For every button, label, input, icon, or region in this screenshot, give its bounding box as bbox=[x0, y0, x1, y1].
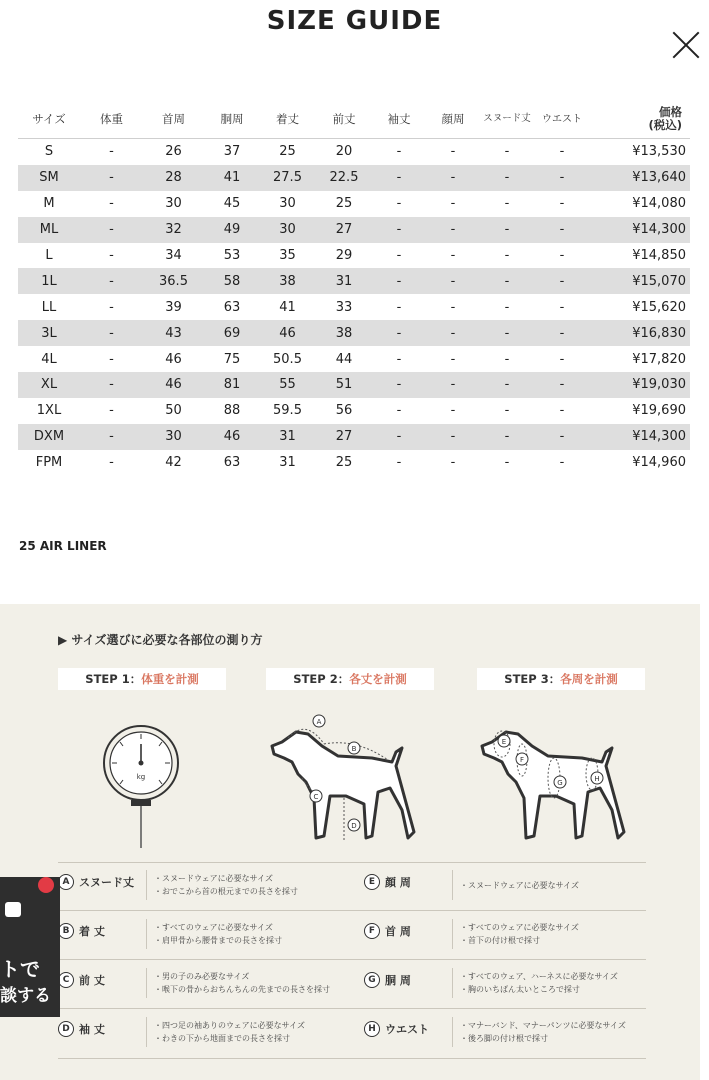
table-cell: 30 bbox=[165, 196, 182, 212]
marker-c-icon bbox=[310, 790, 322, 802]
size-label-cell: LL bbox=[41, 299, 57, 315]
table-cell: 46 bbox=[143, 372, 204, 398]
legend-label bbox=[58, 874, 134, 890]
marker-b-icon bbox=[348, 742, 360, 754]
svg-text:B: B bbox=[351, 745, 357, 753]
price-cell: ¥13,640 bbox=[591, 165, 690, 191]
table-cell: - bbox=[80, 424, 143, 450]
legend-label-text: 胴 周 bbox=[385, 974, 411, 987]
size-table bbox=[18, 100, 690, 476]
table-cell: 35 bbox=[279, 248, 296, 263]
table-cell: 44 bbox=[335, 351, 353, 367]
size-label-cell: XL bbox=[18, 372, 80, 398]
table-row bbox=[18, 217, 690, 243]
header-length: 着丈 bbox=[260, 100, 315, 139]
table-cell: - bbox=[373, 372, 425, 398]
size-label-cell: L bbox=[45, 248, 53, 263]
marker-d-icon bbox=[348, 819, 360, 831]
table-cell: - bbox=[559, 403, 565, 419]
legend-letter-icon: E bbox=[364, 874, 380, 890]
legend-separator bbox=[452, 1017, 453, 1047]
step-3-prefix: STEP 3： bbox=[504, 672, 561, 686]
table-cell: - bbox=[533, 424, 591, 450]
measurement-guide bbox=[0, 604, 700, 1080]
table-row bbox=[18, 398, 690, 424]
header-neck: 首周 bbox=[143, 100, 204, 139]
step-2-prefix: STEP 2： bbox=[293, 672, 350, 686]
table-cell: - bbox=[396, 403, 402, 419]
table-cell: 25 bbox=[335, 455, 353, 471]
marker-e-icon bbox=[498, 735, 510, 747]
svg-text:C: C bbox=[313, 793, 319, 801]
table-cell: - bbox=[373, 320, 425, 346]
table-cell: - bbox=[396, 299, 402, 315]
legend-letter-icon: B bbox=[58, 923, 74, 939]
legend-item bbox=[58, 862, 352, 910]
table-cell: 41 bbox=[279, 299, 296, 315]
table-cell: 81 bbox=[204, 372, 260, 398]
svg-text:D: D bbox=[351, 822, 357, 830]
table-cell: - bbox=[80, 320, 143, 346]
table-cell: 46 bbox=[165, 351, 182, 367]
table-cell: 41 bbox=[204, 165, 260, 191]
legend-description-line: ・喉下の骨からおちんちんの先までの長さを採寸 bbox=[154, 985, 330, 994]
product-name: 25 AIR LINER bbox=[19, 539, 107, 553]
svg-text:F: F bbox=[519, 756, 525, 764]
table-cell: 55 bbox=[260, 372, 315, 398]
table-cell: - bbox=[559, 144, 565, 160]
guide-title: ▶ サイズ選びに必要な各部位の測り方 bbox=[58, 633, 263, 647]
price-cell: ¥14,960 bbox=[632, 455, 686, 471]
table-cell: 46 bbox=[204, 424, 260, 450]
table-cell: 63 bbox=[223, 455, 241, 471]
legend-item bbox=[364, 960, 658, 1008]
svg-text:A: A bbox=[316, 718, 322, 726]
table-cell: 25 bbox=[335, 196, 353, 212]
legend-separator bbox=[146, 919, 147, 949]
table-cell: - bbox=[450, 403, 456, 419]
table-cell: - bbox=[559, 196, 565, 212]
table-cell: - bbox=[425, 165, 481, 191]
price-cell: ¥15,070 bbox=[591, 268, 690, 294]
legend-separator bbox=[146, 870, 147, 900]
price-cell: ¥17,820 bbox=[632, 351, 686, 367]
table-cell: - bbox=[109, 403, 114, 419]
table-cell: 30 bbox=[260, 217, 315, 243]
header-face: 顔周 bbox=[425, 100, 481, 139]
table-cell: - bbox=[504, 299, 510, 315]
table-cell: - bbox=[481, 320, 533, 346]
legend-description-line: ・四つ足の袖ありのウェアに必要なサイズ bbox=[154, 1021, 306, 1030]
step-2-label bbox=[266, 668, 434, 690]
table-cell: 38 bbox=[315, 320, 373, 346]
table-cell: - bbox=[396, 455, 402, 471]
legend-separator bbox=[452, 870, 453, 900]
price-cell: ¥16,830 bbox=[591, 320, 690, 346]
legend-letter-icon: F bbox=[364, 923, 380, 939]
table-cell: 53 bbox=[223, 248, 241, 263]
legend-description bbox=[460, 1019, 626, 1045]
table-cell: 39 bbox=[165, 299, 182, 315]
legend-item bbox=[364, 862, 658, 910]
legend-label bbox=[58, 923, 105, 939]
table-cell: 20 bbox=[335, 144, 353, 160]
legend-description bbox=[154, 872, 298, 898]
table-cell: 37 bbox=[223, 144, 241, 160]
table-cell: - bbox=[559, 299, 565, 315]
chat-widget[interactable] bbox=[0, 877, 60, 1017]
table-cell: 29 bbox=[335, 248, 353, 263]
table-row bbox=[18, 424, 690, 450]
table-cell: - bbox=[425, 268, 481, 294]
table-cell: 50.5 bbox=[273, 351, 302, 367]
table-row bbox=[18, 268, 690, 294]
table-row bbox=[18, 346, 690, 372]
table-cell: 63 bbox=[223, 299, 241, 315]
legend-separator bbox=[146, 1017, 147, 1047]
chat-label-line1: トで bbox=[0, 957, 40, 981]
table-cell: - bbox=[109, 455, 114, 471]
legend-description-line: ・スヌードウェアに必要なサイズ bbox=[460, 881, 580, 890]
table-cell: 25 bbox=[279, 144, 296, 160]
table-cell: - bbox=[425, 424, 481, 450]
table-cell: 27 bbox=[315, 424, 373, 450]
legend-description-line: ・胸のいちばん太いところで採寸 bbox=[460, 985, 580, 994]
price-cell: ¥14,850 bbox=[632, 248, 686, 263]
table-cell: - bbox=[481, 372, 533, 398]
table-cell: 28 bbox=[143, 165, 204, 191]
legend-label bbox=[58, 1021, 105, 1037]
marker-a-icon bbox=[313, 715, 325, 727]
table-cell: 42 bbox=[165, 455, 182, 471]
table-cell: - bbox=[504, 144, 510, 160]
table-cell: - bbox=[373, 165, 425, 191]
price-cell: ¥14,300 bbox=[591, 424, 690, 450]
table-cell: - bbox=[396, 144, 402, 160]
header-weight: 体重 bbox=[80, 100, 143, 139]
table-cell: - bbox=[373, 217, 425, 243]
header-front-length: 前丈 bbox=[315, 100, 373, 139]
table-cell: 22.5 bbox=[315, 165, 373, 191]
table-header-row bbox=[18, 100, 690, 139]
legend-separator bbox=[452, 968, 453, 998]
chat-label-line2: 談する bbox=[0, 986, 51, 1006]
table-cell: 75 bbox=[223, 351, 241, 367]
step-3-highlight: 各周を計測 bbox=[560, 672, 618, 686]
table-cell: 33 bbox=[335, 299, 353, 315]
header-sleeve: 袖丈 bbox=[373, 100, 425, 139]
table-row bbox=[18, 165, 690, 191]
price-cell: ¥19,030 bbox=[591, 372, 690, 398]
legend-label-text: 着 丈 bbox=[79, 925, 105, 938]
step-1-label bbox=[58, 668, 226, 690]
table-cell: - bbox=[450, 196, 456, 212]
table-cell: - bbox=[533, 268, 591, 294]
legend-separator bbox=[146, 968, 147, 998]
legend-label-text: ウエスト bbox=[385, 1023, 429, 1036]
size-label-cell: M bbox=[43, 196, 55, 212]
legend-separator bbox=[452, 919, 453, 949]
table-cell: 31 bbox=[260, 424, 315, 450]
table-cell: - bbox=[109, 299, 114, 315]
legend-item bbox=[58, 911, 352, 959]
marker-f-icon bbox=[516, 753, 528, 765]
table-cell: - bbox=[109, 351, 114, 367]
legend-letter-icon: C bbox=[58, 972, 74, 988]
table-cell: 46 bbox=[260, 320, 315, 346]
table-cell: - bbox=[504, 351, 510, 367]
legend-label bbox=[58, 972, 105, 988]
legend-item bbox=[58, 960, 352, 1008]
step-1-prefix: STEP 1： bbox=[85, 672, 142, 686]
step-1-highlight: 体重を計測 bbox=[141, 672, 199, 686]
legend-letter-icon: A bbox=[58, 874, 74, 890]
table-cell: - bbox=[80, 165, 143, 191]
table-cell: 88 bbox=[223, 403, 241, 419]
svg-text:G: G bbox=[557, 779, 563, 787]
table-cell: - bbox=[559, 351, 565, 367]
table-cell: - bbox=[396, 351, 402, 367]
legend-description-line: ・すべてのウェア、ハーネスに必要なサイズ bbox=[460, 972, 618, 981]
legend-label-text: スヌード丈 bbox=[79, 876, 134, 889]
legend-description bbox=[154, 921, 282, 947]
table-cell: 59.5 bbox=[273, 403, 302, 419]
legend-label-text: 首 周 bbox=[385, 925, 411, 938]
dog-side-length-illustration bbox=[266, 708, 441, 848]
size-label-cell: 1L bbox=[18, 268, 80, 294]
table-cell: - bbox=[504, 196, 510, 212]
table-cell: 27 bbox=[315, 217, 373, 243]
svg-text:H: H bbox=[594, 775, 600, 783]
legend-description-line: ・首下の付け根で採寸 bbox=[460, 936, 540, 945]
legend-description bbox=[460, 879, 579, 892]
size-label-cell: 1XL bbox=[36, 403, 62, 419]
table-row bbox=[18, 294, 690, 320]
legend-description-line: ・すべてのウェアに必要なサイズ bbox=[460, 923, 579, 932]
legend-label-text: 袖 丈 bbox=[79, 1023, 105, 1036]
legend-label bbox=[364, 923, 411, 939]
legend-description-line: ・すべてのウェアに必要なサイズ bbox=[154, 923, 273, 932]
table-cell: 51 bbox=[315, 372, 373, 398]
scale-unit-label: kg bbox=[136, 773, 146, 781]
table-cell: - bbox=[80, 268, 143, 294]
table-cell: - bbox=[504, 455, 510, 471]
table-cell: 30 bbox=[279, 196, 296, 212]
legend-letter-icon: H bbox=[364, 1021, 380, 1037]
legend-description bbox=[154, 1019, 305, 1045]
chat-notification-badge bbox=[38, 877, 54, 893]
price-cell: ¥15,620 bbox=[632, 299, 686, 315]
table-cell: 34 bbox=[165, 248, 182, 263]
table-cell: 50 bbox=[165, 403, 182, 419]
legend-description bbox=[460, 921, 579, 947]
legend-description-line: ・肩甲骨から腰骨までの長さを採寸 bbox=[154, 936, 282, 945]
legend-label-text: 前 丈 bbox=[79, 974, 105, 987]
table-cell: 49 bbox=[204, 217, 260, 243]
table-cell: - bbox=[109, 248, 114, 263]
size-label-cell: 3L bbox=[18, 320, 80, 346]
legend-item bbox=[364, 911, 658, 959]
table-cell: - bbox=[504, 403, 510, 419]
table-cell: - bbox=[450, 351, 456, 367]
legend-label bbox=[364, 972, 411, 988]
step-2-highlight: 各丈を計測 bbox=[349, 672, 407, 686]
table-cell: - bbox=[481, 424, 533, 450]
table-cell: - bbox=[373, 268, 425, 294]
price-cell: ¥13,530 bbox=[632, 144, 686, 160]
legend-divider bbox=[58, 1058, 646, 1059]
size-label-cell: ML bbox=[18, 217, 80, 243]
table-cell: - bbox=[559, 248, 565, 263]
table-cell: - bbox=[450, 455, 456, 471]
legend-label bbox=[364, 874, 411, 890]
size-label-cell: FPM bbox=[35, 455, 63, 471]
header-snood: スヌード丈 bbox=[481, 100, 533, 139]
size-table-body bbox=[18, 139, 690, 476]
table-cell: - bbox=[481, 165, 533, 191]
table-row bbox=[18, 450, 690, 476]
legend-description-line: ・後ろ脚の付け根で採寸 bbox=[460, 1034, 548, 1043]
table-cell: 43 bbox=[143, 320, 204, 346]
size-label-cell: SM bbox=[18, 165, 80, 191]
table-row bbox=[18, 139, 690, 165]
table-cell: - bbox=[80, 217, 143, 243]
legend-item bbox=[58, 1009, 352, 1057]
scale-illustration bbox=[98, 722, 188, 848]
size-label-cell: S bbox=[44, 144, 54, 160]
table-cell: - bbox=[481, 217, 533, 243]
table-cell: 58 bbox=[204, 268, 260, 294]
marker-h-icon bbox=[591, 772, 603, 784]
table-cell: - bbox=[109, 196, 114, 212]
table-cell: 56 bbox=[335, 403, 353, 419]
table-cell: - bbox=[481, 268, 533, 294]
price-cell: ¥14,300 bbox=[591, 217, 690, 243]
legend-description-line: ・スヌードウェアに必要なサイズ bbox=[154, 874, 274, 883]
table-cell: - bbox=[425, 217, 481, 243]
table-cell: 31 bbox=[315, 268, 373, 294]
close-icon[interactable] bbox=[671, 30, 701, 60]
table-cell: 32 bbox=[143, 217, 204, 243]
table-cell: - bbox=[533, 372, 591, 398]
table-cell: - bbox=[396, 196, 402, 212]
table-cell: - bbox=[425, 372, 481, 398]
legend-label-text: 顔 周 bbox=[385, 876, 411, 889]
table-cell: - bbox=[533, 217, 591, 243]
table-cell: 30 bbox=[143, 424, 204, 450]
legend-description-line: ・わきの下から地面までの長さを採寸 bbox=[154, 1034, 290, 1043]
legend-item bbox=[364, 1009, 658, 1057]
table-cell: - bbox=[109, 144, 114, 160]
table-cell: - bbox=[533, 320, 591, 346]
marker-g-icon bbox=[554, 776, 566, 788]
legend-letter-icon: G bbox=[364, 972, 380, 988]
page-title: SIZE GUIDE bbox=[266, 6, 443, 36]
table-row bbox=[18, 320, 690, 346]
size-label-cell: DXM bbox=[18, 424, 80, 450]
price-cell: ¥14,080 bbox=[632, 196, 686, 212]
table-row bbox=[18, 372, 690, 398]
table-cell: 26 bbox=[165, 144, 182, 160]
table-cell: - bbox=[373, 424, 425, 450]
header-size: サイズ bbox=[18, 100, 80, 139]
table-cell: - bbox=[450, 248, 456, 263]
table-cell: - bbox=[425, 320, 481, 346]
legend-description bbox=[460, 970, 618, 996]
size-label-cell: 4L bbox=[41, 351, 57, 367]
header-waist: ウエスト bbox=[533, 100, 591, 139]
table-cell: - bbox=[504, 248, 510, 263]
table-cell: - bbox=[396, 248, 402, 263]
table-cell: 38 bbox=[260, 268, 315, 294]
table-cell: 31 bbox=[279, 455, 296, 471]
table-cell: 36.5 bbox=[143, 268, 204, 294]
table-cell: - bbox=[80, 372, 143, 398]
header-price: 価格 (税込) bbox=[591, 100, 690, 139]
legend-letter-icon: D bbox=[58, 1021, 74, 1037]
table-row bbox=[18, 191, 690, 217]
table-cell: - bbox=[559, 455, 565, 471]
legend-description-line: ・マナーバンド、マナーパンツに必要なサイズ bbox=[460, 1021, 626, 1030]
table-cell: - bbox=[533, 165, 591, 191]
chat-bubble-icon bbox=[5, 902, 21, 917]
table-row bbox=[18, 243, 690, 269]
table-cell: 27.5 bbox=[260, 165, 315, 191]
table-cell: - bbox=[450, 299, 456, 315]
legend-label bbox=[364, 1021, 429, 1037]
svg-text:E: E bbox=[501, 738, 507, 746]
dog-side-girth-illustration bbox=[476, 708, 651, 848]
step-3-label bbox=[477, 668, 645, 690]
legend-description-line: ・男の子のみ必要なサイズ bbox=[154, 972, 250, 981]
table-cell: - bbox=[450, 144, 456, 160]
header-chest: 胴周 bbox=[204, 100, 260, 139]
table-cell: 45 bbox=[223, 196, 241, 212]
legend-description-line: ・おでこから首の根元までの長さを採寸 bbox=[154, 887, 298, 896]
price-cell: ¥19,690 bbox=[632, 403, 686, 419]
legend-description bbox=[154, 970, 330, 996]
table-cell: 69 bbox=[204, 320, 260, 346]
